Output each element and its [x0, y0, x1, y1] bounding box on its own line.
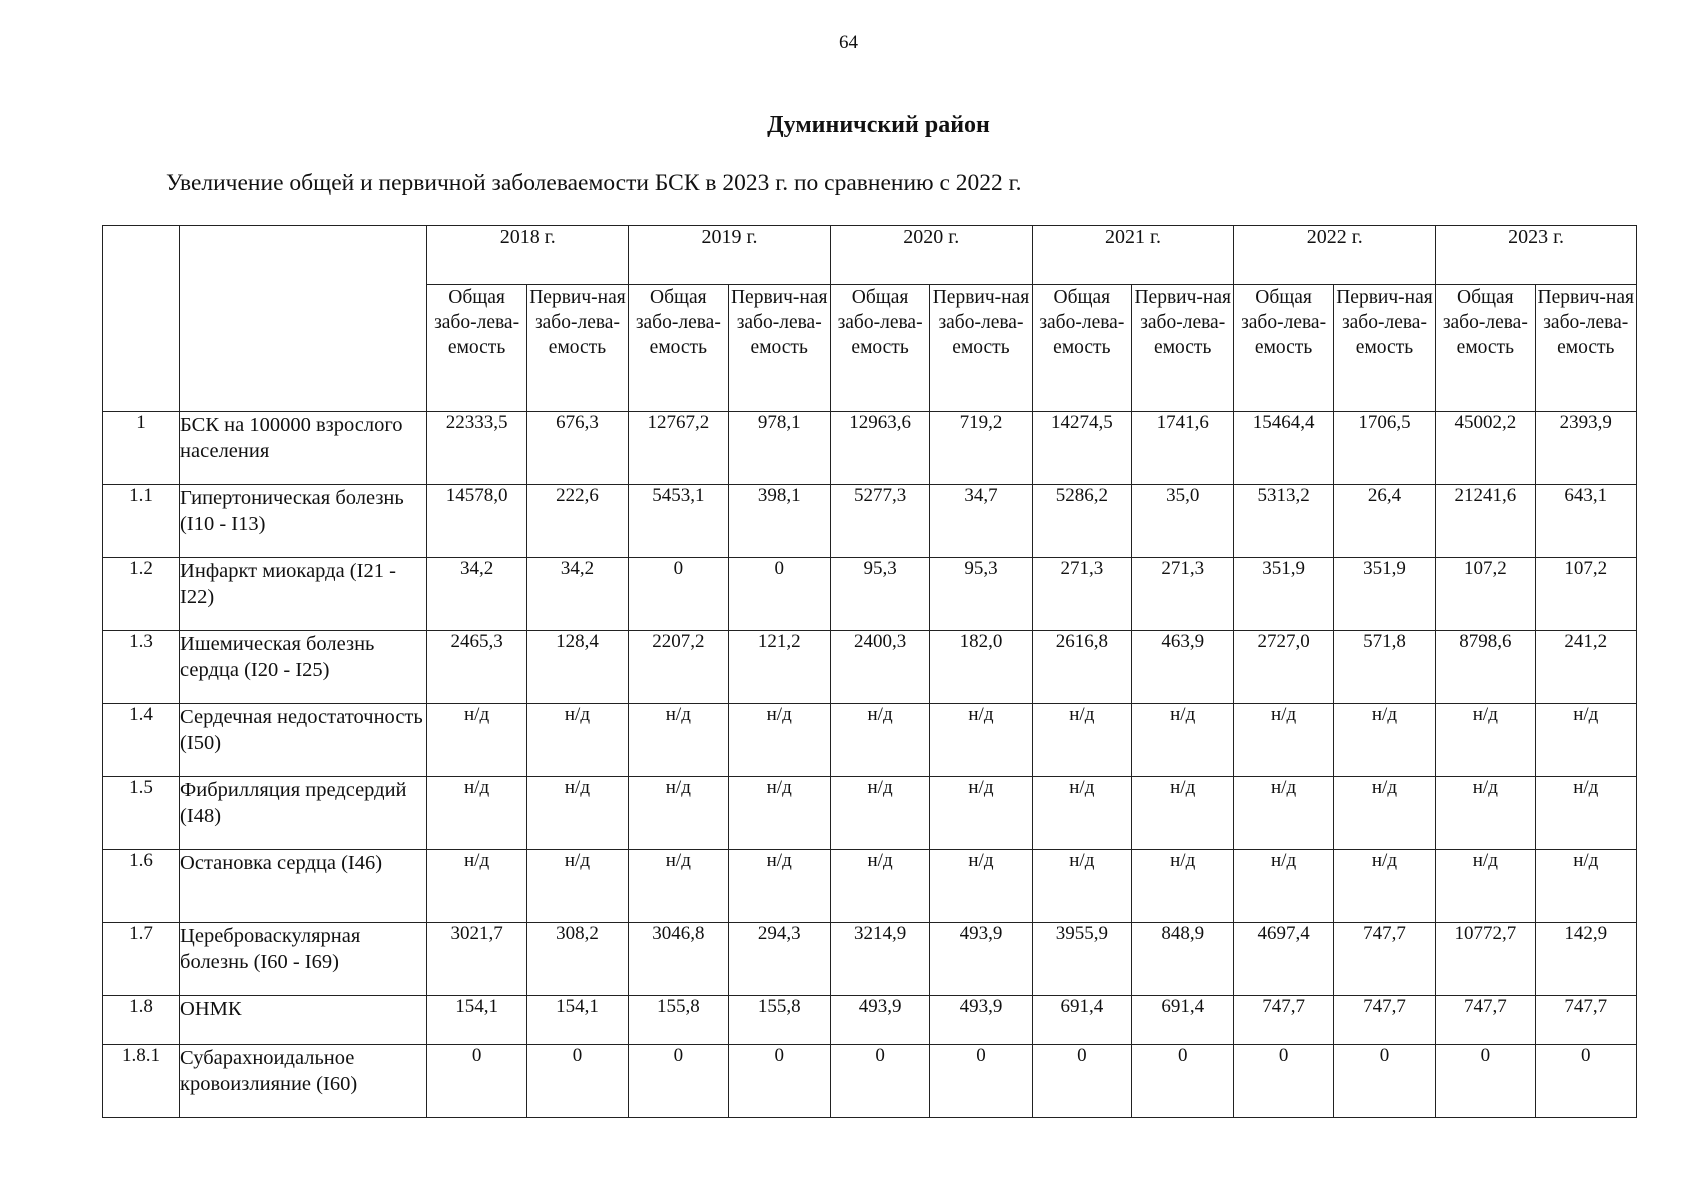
general-morbidity-cell: 351,9: [1234, 558, 1333, 631]
row-name-cell: Цереброваскулярная болезнь (I60 - I69): [180, 923, 427, 996]
primary-morbidity-cell: 719,2: [930, 412, 1032, 485]
general-morbidity-cell: н/д: [1436, 777, 1535, 850]
primary-morbidity-cell: 747,7: [1333, 996, 1435, 1045]
row-number-cell: 1.7: [103, 923, 180, 996]
primary-morbidity-cell: 0: [1132, 1045, 1234, 1118]
district-heading: Думиничский район: [767, 112, 990, 138]
row-number-cell: 1.8: [103, 996, 180, 1045]
primary-morbidity-cell: 142,9: [1535, 923, 1637, 996]
primary-morbidity-header: Первич-ная забо-лева-емость: [930, 285, 1032, 412]
table-row: [103, 412, 1637, 485]
general-morbidity-cell: 95,3: [830, 558, 929, 631]
row-name-cell: Гипертоническая болезнь (I10 - I13): [180, 485, 427, 558]
primary-morbidity-cell: н/д: [930, 777, 1032, 850]
general-morbidity-cell: 747,7: [1436, 996, 1535, 1045]
general-morbidity-cell: 154,1: [427, 996, 526, 1045]
general-morbidity-cell: 747,7: [1234, 996, 1333, 1045]
general-morbidity-header: Общая забо-лева-емость: [1234, 285, 1333, 412]
primary-morbidity-cell: н/д: [1333, 777, 1435, 850]
primary-morbidity-cell: 34,7: [930, 485, 1032, 558]
general-morbidity-cell: н/д: [1032, 850, 1131, 923]
general-morbidity-cell: н/д: [629, 850, 728, 923]
primary-morbidity-cell: н/д: [930, 704, 1032, 777]
general-morbidity-cell: н/д: [1234, 777, 1333, 850]
row-number-cell: 1.1: [103, 485, 180, 558]
primary-morbidity-header: Первич-ная забо-лева-емость: [1535, 285, 1637, 412]
primary-morbidity-cell: н/д: [1333, 704, 1435, 777]
general-morbidity-cell: 5286,2: [1032, 485, 1131, 558]
primary-morbidity-cell: 241,2: [1535, 631, 1637, 704]
general-morbidity-cell: 12963,6: [830, 412, 929, 485]
primary-morbidity-cell: н/д: [1132, 850, 1234, 923]
table-row: [103, 1045, 1637, 1118]
table-row: [103, 850, 1637, 923]
general-morbidity-header: Общая забо-лева-емость: [1032, 285, 1131, 412]
table-row: [103, 777, 1637, 850]
row-name-cell: Инфаркт миокарда (I21 - I22): [180, 558, 427, 631]
primary-morbidity-cell: н/д: [728, 777, 830, 850]
general-morbidity-cell: н/д: [1032, 777, 1131, 850]
row-name-cell: Ишемическая болезнь сердца (I20 - I25): [180, 631, 427, 704]
primary-morbidity-header: Первич-ная забо-лева-емость: [1132, 285, 1234, 412]
year-header-row: [103, 226, 1637, 285]
row-number-cell: 1.3: [103, 631, 180, 704]
general-morbidity-cell: 2727,0: [1234, 631, 1333, 704]
general-morbidity-cell: 0: [427, 1045, 526, 1118]
general-morbidity-cell: н/д: [1436, 850, 1535, 923]
primary-morbidity-cell: 643,1: [1535, 485, 1637, 558]
general-morbidity-cell: 22333,5: [427, 412, 526, 485]
table-row: [103, 704, 1637, 777]
primary-morbidity-cell: н/д: [1333, 850, 1435, 923]
primary-morbidity-cell: н/д: [1132, 704, 1234, 777]
primary-morbidity-cell: 1741,6: [1132, 412, 1234, 485]
general-morbidity-cell: 4697,4: [1234, 923, 1333, 996]
table-row: [103, 558, 1637, 631]
primary-morbidity-cell: 294,3: [728, 923, 830, 996]
primary-morbidity-cell: 128,4: [526, 631, 628, 704]
primary-morbidity-cell: 154,1: [526, 996, 628, 1045]
general-morbidity-cell: н/д: [427, 704, 526, 777]
general-morbidity-cell: 0: [1234, 1045, 1333, 1118]
general-morbidity-cell: 2465,3: [427, 631, 526, 704]
table-row: [103, 485, 1637, 558]
row-number-cell: 1.5: [103, 777, 180, 850]
row-number-cell: 1.2: [103, 558, 180, 631]
primary-morbidity-cell: 351,9: [1333, 558, 1435, 631]
header-name-cell: [180, 226, 427, 412]
primary-morbidity-cell: 107,2: [1535, 558, 1637, 631]
primary-morbidity-cell: 182,0: [930, 631, 1032, 704]
primary-morbidity-cell: н/д: [526, 850, 628, 923]
general-morbidity-header: Общая забо-лева-емость: [427, 285, 526, 412]
general-morbidity-cell: 493,9: [830, 996, 929, 1045]
primary-morbidity-cell: н/д: [728, 704, 830, 777]
general-morbidity-cell: 2616,8: [1032, 631, 1131, 704]
year-header: 2019 г.: [629, 226, 831, 285]
general-morbidity-cell: 0: [629, 558, 728, 631]
row-number-cell: 1.8.1: [103, 1045, 180, 1118]
row-number-cell: 1: [103, 412, 180, 485]
year-header: 2020 г.: [830, 226, 1032, 285]
general-morbidity-cell: 0: [830, 1045, 929, 1118]
primary-morbidity-cell: 35,0: [1132, 485, 1234, 558]
general-morbidity-cell: н/д: [1032, 704, 1131, 777]
row-name-cell: Остановка сердца (I46): [180, 850, 427, 923]
primary-morbidity-cell: 308,2: [526, 923, 628, 996]
year-header: 2023 г.: [1436, 226, 1637, 285]
general-morbidity-cell: 2400,3: [830, 631, 929, 704]
general-morbidity-header: Общая забо-лева-емость: [1436, 285, 1535, 412]
general-morbidity-cell: н/д: [830, 850, 929, 923]
header-number-cell: [103, 226, 180, 412]
table-row: [103, 996, 1637, 1045]
general-morbidity-cell: 107,2: [1436, 558, 1535, 631]
primary-morbidity-cell: н/д: [526, 704, 628, 777]
primary-morbidity-cell: 493,9: [930, 923, 1032, 996]
primary-morbidity-cell: н/д: [728, 850, 830, 923]
general-morbidity-cell: н/д: [830, 704, 929, 777]
primary-morbidity-cell: 222,6: [526, 485, 628, 558]
primary-morbidity-cell: 747,7: [1535, 996, 1637, 1045]
primary-morbidity-cell: 1706,5: [1333, 412, 1435, 485]
primary-morbidity-cell: 676,3: [526, 412, 628, 485]
primary-morbidity-header: Первич-ная забо-лева-емость: [1333, 285, 1435, 412]
general-morbidity-cell: 14274,5: [1032, 412, 1131, 485]
primary-morbidity-cell: н/д: [1535, 850, 1637, 923]
general-morbidity-cell: 15464,4: [1234, 412, 1333, 485]
primary-morbidity-cell: 271,3: [1132, 558, 1234, 631]
general-morbidity-cell: 3021,7: [427, 923, 526, 996]
primary-morbidity-cell: 0: [728, 558, 830, 631]
primary-morbidity-cell: 2393,9: [1535, 412, 1637, 485]
general-morbidity-cell: н/д: [1234, 704, 1333, 777]
primary-morbidity-cell: 978,1: [728, 412, 830, 485]
primary-morbidity-cell: 0: [526, 1045, 628, 1118]
primary-morbidity-cell: н/д: [1535, 704, 1637, 777]
primary-morbidity-cell: 571,8: [1333, 631, 1435, 704]
general-morbidity-cell: н/д: [427, 777, 526, 850]
general-morbidity-cell: 8798,6: [1436, 631, 1535, 704]
primary-morbidity-cell: н/д: [526, 777, 628, 850]
row-number-cell: 1.4: [103, 704, 180, 777]
general-morbidity-cell: 12767,2: [629, 412, 728, 485]
general-morbidity-cell: 3046,8: [629, 923, 728, 996]
table-row: [103, 631, 1637, 704]
general-morbidity-cell: 21241,6: [1436, 485, 1535, 558]
primary-morbidity-cell: 34,2: [526, 558, 628, 631]
primary-morbidity-cell: 121,2: [728, 631, 830, 704]
general-morbidity-cell: н/д: [1234, 850, 1333, 923]
general-morbidity-header: Общая забо-лева-емость: [830, 285, 929, 412]
primary-morbidity-cell: 26,4: [1333, 485, 1435, 558]
primary-morbidity-header: Первич-ная забо-лева-емость: [728, 285, 830, 412]
primary-morbidity-cell: н/д: [930, 850, 1032, 923]
row-name-cell: Фибрилляция предсердий (I48): [180, 777, 427, 850]
general-morbidity-cell: 0: [1436, 1045, 1535, 1118]
primary-morbidity-cell: 95,3: [930, 558, 1032, 631]
general-morbidity-cell: 3955,9: [1032, 923, 1131, 996]
primary-morbidity-header: Первич-ная забо-лева-емость: [526, 285, 628, 412]
general-morbidity-cell: 0: [629, 1045, 728, 1118]
general-morbidity-header: Общая забо-лева-емость: [629, 285, 728, 412]
table-body: [103, 412, 1637, 1118]
morbidity-table: [102, 225, 1637, 1118]
primary-morbidity-cell: н/д: [1132, 777, 1234, 850]
primary-morbidity-cell: 747,7: [1333, 923, 1435, 996]
general-morbidity-cell: н/д: [629, 704, 728, 777]
table-caption: Увеличение общей и первичной заболеваемости БСК в 2023 г. по сравнению с 2022 г.: [166, 170, 1022, 196]
general-morbidity-cell: 5453,1: [629, 485, 728, 558]
general-morbidity-cell: 2207,2: [629, 631, 728, 704]
general-morbidity-cell: 155,8: [629, 996, 728, 1045]
primary-morbidity-cell: 0: [930, 1045, 1032, 1118]
primary-morbidity-cell: 848,9: [1132, 923, 1234, 996]
general-morbidity-cell: 691,4: [1032, 996, 1131, 1045]
primary-morbidity-cell: н/д: [1535, 777, 1637, 850]
general-morbidity-cell: 5313,2: [1234, 485, 1333, 558]
primary-morbidity-cell: 463,9: [1132, 631, 1234, 704]
row-name-cell: ОНМК: [180, 996, 427, 1045]
page-number: 64: [839, 32, 858, 53]
primary-morbidity-cell: 398,1: [728, 485, 830, 558]
general-morbidity-cell: 10772,7: [1436, 923, 1535, 996]
general-morbidity-cell: н/д: [1436, 704, 1535, 777]
row-name-cell: Субарахноидальное кровоизлияние (I60): [180, 1045, 427, 1118]
year-header: 2022 г.: [1234, 226, 1436, 285]
general-morbidity-cell: 14578,0: [427, 485, 526, 558]
general-morbidity-cell: н/д: [830, 777, 929, 850]
primary-morbidity-cell: 493,9: [930, 996, 1032, 1045]
primary-morbidity-cell: 0: [728, 1045, 830, 1118]
primary-morbidity-cell: 155,8: [728, 996, 830, 1045]
general-morbidity-cell: 0: [1032, 1045, 1131, 1118]
row-number-cell: 1.6: [103, 850, 180, 923]
general-morbidity-cell: н/д: [427, 850, 526, 923]
general-morbidity-cell: 5277,3: [830, 485, 929, 558]
general-morbidity-cell: 271,3: [1032, 558, 1131, 631]
general-morbidity-cell: 3214,9: [830, 923, 929, 996]
general-morbidity-cell: 34,2: [427, 558, 526, 631]
year-header: 2021 г.: [1032, 226, 1234, 285]
primary-morbidity-cell: 691,4: [1132, 996, 1234, 1045]
primary-morbidity-cell: 0: [1333, 1045, 1435, 1118]
primary-morbidity-cell: 0: [1535, 1045, 1637, 1118]
row-name-cell: БСК на 100000 взрослого населения: [180, 412, 427, 485]
row-name-cell: Сердечная недостаточность (I50): [180, 704, 427, 777]
general-morbidity-cell: 45002,2: [1436, 412, 1535, 485]
general-morbidity-cell: н/д: [629, 777, 728, 850]
table-row: [103, 923, 1637, 996]
year-header: 2018 г.: [427, 226, 629, 285]
